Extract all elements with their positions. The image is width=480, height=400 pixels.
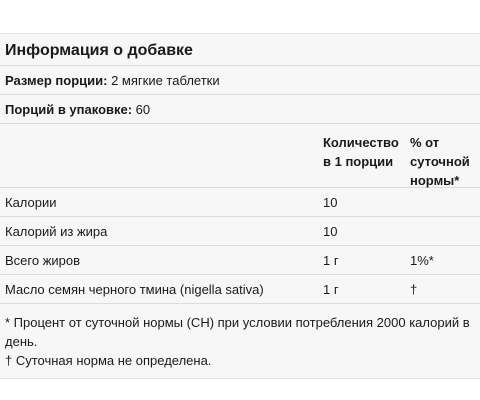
nutrient-name: Масло семян черного тмина (nigella sativa) <box>5 281 264 297</box>
footnote-daily-value: * Процент от суточной нормы (СН) при условии потребления 2000 калорий в день. <box>5 315 470 349</box>
nutrient-daily-value: † <box>410 281 418 297</box>
nutrient-name: Калории <box>5 194 57 210</box>
nutrient-amount: 1 г <box>323 281 339 297</box>
table-row <box>0 217 480 246</box>
serving-size-label: Размер порции: <box>5 72 108 88</box>
serving-size-value: 2 мягкие таблетки <box>107 72 220 88</box>
header-daily-line: % от <box>410 135 440 150</box>
supplement-facts-panel <box>0 33 480 379</box>
header-daily-line: суточной <box>410 154 470 169</box>
servings-label: Порций в упаковке: <box>5 101 133 117</box>
top-spacer <box>0 0 480 33</box>
header-daily-value <box>410 133 480 190</box>
nutrient-amount: 10 <box>323 194 338 210</box>
panel-title: Информация о добавке <box>0 34 480 66</box>
table-row <box>0 275 480 304</box>
nutrient-amount: 1 г <box>323 252 339 268</box>
table-row <box>0 188 480 217</box>
header-amount-line: Количество <box>323 135 399 150</box>
nutrient-name: Всего жиров <box>5 252 81 268</box>
table-row <box>0 246 480 275</box>
footnote-not-established: † Суточная норма не определена. <box>5 353 212 368</box>
footnotes <box>0 304 480 378</box>
servings-per-container-row <box>0 95 480 124</box>
nutrient-amount: 10 <box>323 223 338 239</box>
servings-value: 60 <box>132 101 151 117</box>
header-amount <box>323 133 410 171</box>
nutrient-name: Калорий из жира <box>5 223 108 239</box>
serving-size-row <box>0 66 480 95</box>
table-header-row <box>0 124 480 188</box>
header-daily-line: нормы* <box>410 173 460 188</box>
header-amount-line: в 1 порции <box>323 154 394 169</box>
nutrient-daily-value: 1%* <box>410 252 434 268</box>
